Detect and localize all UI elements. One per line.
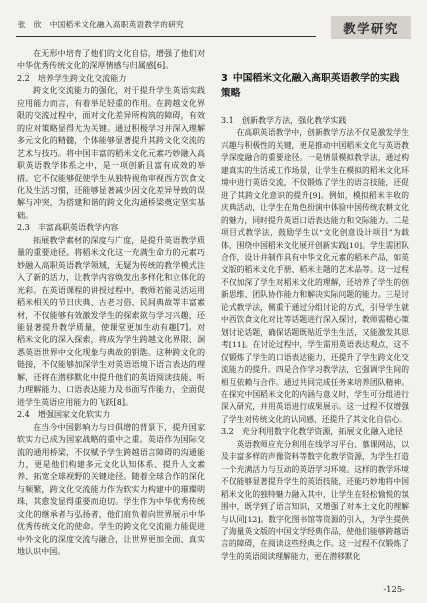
- subsection-heading: 2.2 培养学生跨文化交流能力: [17, 73, 127, 83]
- subsection-heading: 2.4 增强国家文化软实力: [17, 410, 111, 420]
- body-paragraph: 在高职英语教学中，创新教学方法不仅是激发学生兴趣与积极性的关键，更是推动中国稻米文化与英语教学深度融合的重要途径。一是情景模拟教学法，通过构建真实的生活或工作场景，让学生在模拟的稻米文化环境中进行英语交流，不仅锻炼了学生的语言技能，还促进了其跨文化意识的提升[9]。例如，模拟稻米丰收的庆典活动，让学生在角色扮演中体验中国传统农耕文化的魅力，同时提升英语口语表达能力和交际能力。二是项目式教学法，鼓励学生以“文化创意设计项目”为载体，围绕中国稻米文化展开创新实践[10]。学生需团队合作，设计并制作具有中华文化元素的稻米产品，如英文版的稻米文化手册、稻米主题的艺术品等。这一过程不仅加深了学生对稻米文化的理解，还培养了学生的创新思维、团队协作能力和解决实际问题的能力。三是讨论式教学法，侧重于通过分组讨论的方式，引导学生就中西饮食文化对比等话题进行深入探讨，教师需精心策划讨论话题，确保话题既贴近学生生活，又能激发其思考[11]。在讨论过程中，学生需用英语表达观点，这不仅锻炼了学生的口语表达能力，还提升了学生跨文化交流能力的提升。四是合作学习教学法，它强调学生间的相互依赖与合作。通过共同完成任务来培养团队精神。在探究中国稻米文化的内涵与意义时，学生可分组进行深入研究，并用英语进行成果展示。这一过程不仅增强了学生对传统文化的认同感，还提升了其文化自信心。: [221, 128, 409, 424]
- running-header: [16, 16, 411, 40]
- section-title: 中国稻米文化融入高职英语教学的实践策略: [221, 73, 400, 99]
- subsection-heading: 2.3 丰富高职英语教学内容: [17, 223, 119, 233]
- left-text-column: [17, 48, 205, 575]
- running-title-line: [18, 19, 184, 30]
- section-number: 3: [221, 73, 228, 84]
- column-badge: 教学研究: [331, 16, 411, 39]
- header-paper-title: 中国稻米文化融入高职英语教学的研究: [49, 20, 184, 29]
- section-body: [221, 115, 409, 563]
- header-author: 张 欣: [18, 20, 42, 29]
- body-paragraph: 英语教师应充分利用在线学习平台、慕课网站，以及丰富多样的声像资料等数字化教学资源，为学生打造一个充满活力与互动的英语学习环境。这样的教学环境不仅能够显著提升学生的英语技能，还能巧妙地将中国稻米文化的独特魅力融入其中，让学生在轻松愉悦的氛围中，既学到了语言知识，又增强了对本土文化的理解与认同[12]。数字化图书馆等资源的引入，为学生提供了海量英文版的中国文学经典作品，使他们能够跨越语言的障碍，在阅读这些经典之作。这一过程不仅锻炼了学生的英语阅读理解能力，更在潜移默化: [221, 439, 409, 561]
- subsection-heading: 3.1 创新教学方法，强化教学实践: [221, 116, 347, 125]
- subsection-heading: 3.2 充分利用数字化教学资源，拓展文化融入途径: [221, 427, 403, 437]
- page-number: -125-: [383, 584, 405, 594]
- section-heading: [221, 71, 409, 101]
- body-paragraph: 在当今中国影响力与日俱增的背景下，提升国家软实力已成为国家战略的重中之重。英语作为国际交流的通用桥梁，不仅赋予学生跨越语言障碍的沟通能力，更是他们构建多元文化认知体系、提升人文素养、拓宽全球视野的关键途径。随着全球合作的深化与频繁，跨文化交流能力作为软实力构建中的璀璨明珠，其愈发显得重要而迫切。学生作为中华优秀传统文化的继承者与弘扬者，他们肩负着向世界展示中华优秀传统文化的使命。学生的跨文化交流能力能促进中外文化的深度交流与融合，让世界更加全面、真实地认识中国。: [17, 422, 205, 557]
- body-paragraph: 拓展教学素材的深度与广度，是提升英语教学质量的重要途径。将稻米文化这一充满生命力的元素巧妙融入高职英语教学领域，无疑为传统的教学模式注入了新的活力，让教学内容焕发出多样化和立体化的光彩。在英语课程的讲授过程中，教师若能灵活运用稻米相关的节日庆典、古老习俗、民间典故等丰富素材，不仅能够有效激发学生的探索欲与学习兴趣，还能显著提升教学质量，使课堂更加生动有趣[7]。对稻米文化的深入探索，将成为学生跨越文化界限、洞悉英语世界中文化现象与典故的钥匙。这种跨文化的链接，不仅能够加深学生对英语语境下语言表达的理解，还将在潜移默化中提升他们的英语阅读技能、听力理解能力、口语表达能力及书面写作能力，全面促进学生英语应用能力的飞跃[8]。: [17, 235, 205, 407]
- body-paragraph: 在无形中培育了他们的文化自信，增强了他们对中华优秀传统文化的深厚情感与归属感[6]。: [17, 49, 205, 71]
- right-text-column: [221, 48, 409, 575]
- body-paragraph: 跨文化交流能力的强化，对于提升学生英语实践应用能力而言，有着举足轻重的作用。在跨越文化界限的交流过程中，面对文化差异所构筑的障碍，有效的应对策略显得尤为关键。通过积极学习并深入理解多元文化的精髓，个体能够显著提升其跨文化交流的艺术与技巧。将中国丰富的稻米文化元素巧妙融入高职英语教学体系之中，是一项创新且富有成效的举措。它不仅能够促使学生从独特视角审视西方饮食文化及生活习惯，还能够显著减少因文化差异导致的误解与冲突，为搭建和谐的跨文化沟通桥梁奠定坚实基础。: [17, 86, 205, 220]
- header-rule: [16, 36, 316, 37]
